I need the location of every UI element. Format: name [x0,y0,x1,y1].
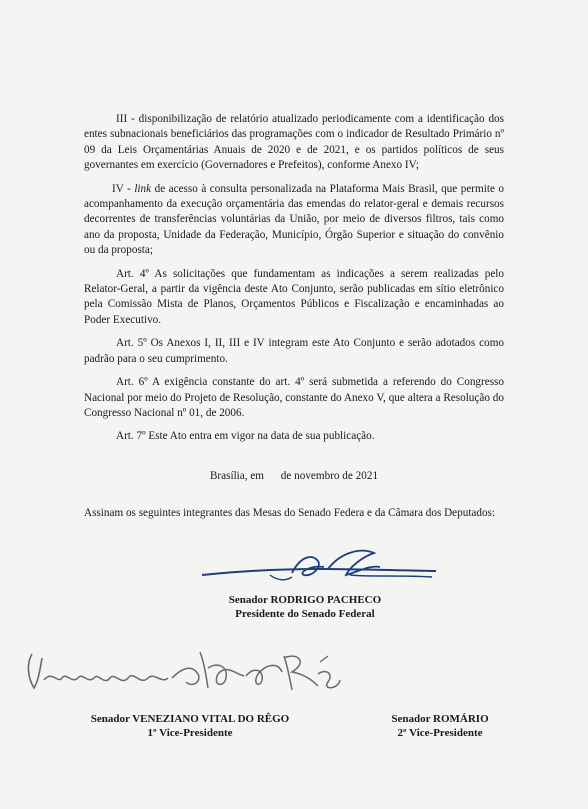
romario-name: Senador ROMÁRIO [391,713,489,725]
pacheco-role: Presidente do Senado Federal [235,608,375,620]
paragraph-item-iv [84,182,504,259]
item-iv-prefix: IV - [112,182,135,195]
date-line: Brasília, em de novembro de 2021 [209,469,379,482]
pacheco-name: Senador RODRIGO PACHECO [228,594,382,606]
item-iv-link-word: link [134,182,152,195]
romario-signature-block [360,712,520,740]
paragraph-art4: Art. 4º As solicitações que fundamentam as indicações a serem realizadas pelo Relator-Geral, a partir da vigência deste Ato Conjunto, serão publicadas em sítio eletrônico pela Comissão Mista de Planos, Orçamentos Públicos e Fiscalização e encaminhadas ao Poder Executivo. [84,267,504,326]
pacheco-signature [200,545,440,593]
paragraph-item-iii: III - disponibilização de relatório atualizado periodicamente com a identificação dos entes subnacionais beneficiários das programações com o indicador de Resultado Primário nº 09 da Leis Orçamentárias Anuais de 2020 e de 2021, e os partidos políticos de seus governantes em exercício (Governadores e Prefeitos), conforme Anexo IV; [84,113,504,172]
paragraph-assinam: Assinam os seguintes integrantes das Mesas do Senado Federa e da Câmara dos Deputados: [84,507,496,520]
paragraph-art6: Art. 6º A exigência constante do art. 4º será submetida a referendo do Congresso Nacional por meio do Projeto de Resolução, constante do Anexo V, que altera a Resolução do Congresso Nacional nº 01, de 2006. [84,376,504,419]
paragraph-art7: Art. 7º Este Ato entra em vigor na data de sua publicação. [116,430,375,443]
romario-role: 2º Vice-Presidente [397,727,483,739]
pacheco-signature-block [180,593,430,621]
item-iv-rest: de acesso à consulta personalizada na Plataforma Mais Brasil, que permite o acompanhamento da execução orçamentária das emendas do relator-geral e demais recursos decorrentes de transferências voluntárias da União, por meio de diversos filtros, tais como ano da proposta, Unidade da Federação, Município, Órgão Superior e situação do convênio ou da proposta; [84,182,504,257]
veneziano-signature [22,644,342,704]
veneziano-role: 1º Vice-Presidente [147,727,233,739]
paragraph-art5: Art. 5º Os Anexos I, II, III e IV integram este Ato Conjunto e serão adotados como padrão para o seu cumprimento. [84,337,504,365]
veneziano-name: Senador VENEZIANO VITAL DO RÊGO [90,713,290,725]
document-body [84,112,504,522]
veneziano-signature-block [70,712,310,740]
